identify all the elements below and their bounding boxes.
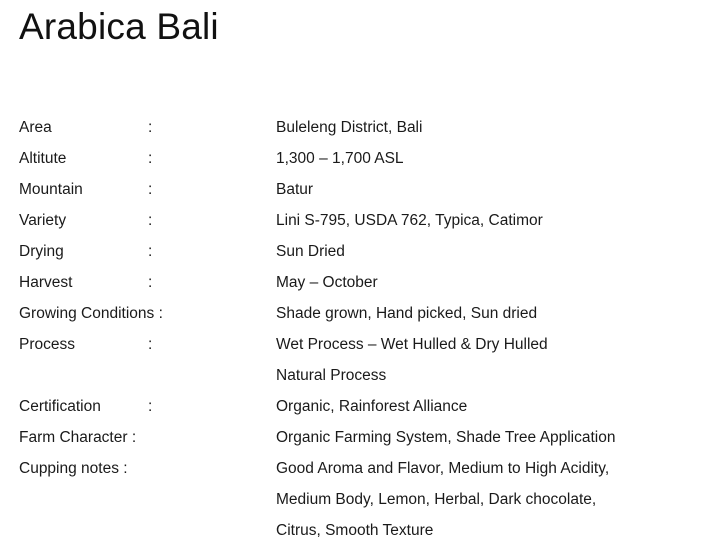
spec-value: Good Aroma and Flavor, Medium to High Acidity, <box>276 460 610 477</box>
spec-row-growing-conditions <box>19 302 703 333</box>
spec-colon: : <box>148 181 153 198</box>
spec-row-farm-character <box>19 426 703 457</box>
spec-value: 1,300 – 1,700 ASL <box>276 150 404 167</box>
spec-label: Cupping notes : <box>19 460 128 477</box>
spec-colon: : <box>148 336 153 353</box>
spec-value: Organic Farming System, Shade Tree Application <box>276 429 616 446</box>
spec-value: Batur <box>276 181 314 198</box>
spec-table <box>19 116 703 550</box>
spec-row-cupping-notes <box>19 457 703 488</box>
spec-label: Certification <box>19 398 101 415</box>
spec-colon: : <box>148 398 153 415</box>
spec-colon: : <box>148 212 153 229</box>
spec-row-harvest <box>19 271 703 302</box>
page-title: Arabica Bali <box>19 6 219 47</box>
spec-row-variety <box>19 209 703 240</box>
spec-row-area <box>19 116 703 147</box>
spec-row-process-continued <box>19 364 703 395</box>
spec-row-altitude <box>19 147 703 178</box>
spec-row-cupping-notes-continued <box>19 519 703 550</box>
spec-value: Citrus, Smooth Texture <box>276 522 434 539</box>
spec-row-process <box>19 333 703 364</box>
spec-label: Mountain <box>19 181 83 198</box>
spec-label: Process <box>19 336 75 353</box>
spec-row-mountain <box>19 178 703 209</box>
spec-value: Natural Process <box>276 367 387 384</box>
spec-value: Lini S-795, USDA 762, Typica, Catimor <box>276 212 543 229</box>
spec-label: Area <box>19 119 52 136</box>
spec-row-drying <box>19 240 703 271</box>
spec-value: Shade grown, Hand picked, Sun dried <box>276 305 538 322</box>
spec-colon: : <box>148 150 153 167</box>
spec-label: Variety <box>19 212 67 229</box>
spec-value: Organic, Rainforest Alliance <box>276 398 468 415</box>
spec-row-certification <box>19 395 703 426</box>
spec-colon: : <box>148 243 153 260</box>
spec-value: Buleleng District, Bali <box>276 119 423 136</box>
spec-value: May – October <box>276 274 378 291</box>
spec-row-cupping-notes-continued <box>19 488 703 519</box>
spec-value: Wet Process – Wet Hulled & Dry Hulled <box>276 336 548 353</box>
spec-label: Harvest <box>19 274 73 291</box>
spec-label: Drying <box>19 243 64 260</box>
spec-label: Growing Conditions : <box>19 305 163 322</box>
spec-label: Farm Character : <box>19 429 137 446</box>
spec-label: Altitute <box>19 150 67 167</box>
spec-value: Sun Dried <box>276 243 345 260</box>
spec-value: Medium Body, Lemon, Herbal, Dark chocolate, <box>276 491 597 508</box>
spec-colon: : <box>148 274 153 291</box>
spec-colon: : <box>148 119 153 136</box>
